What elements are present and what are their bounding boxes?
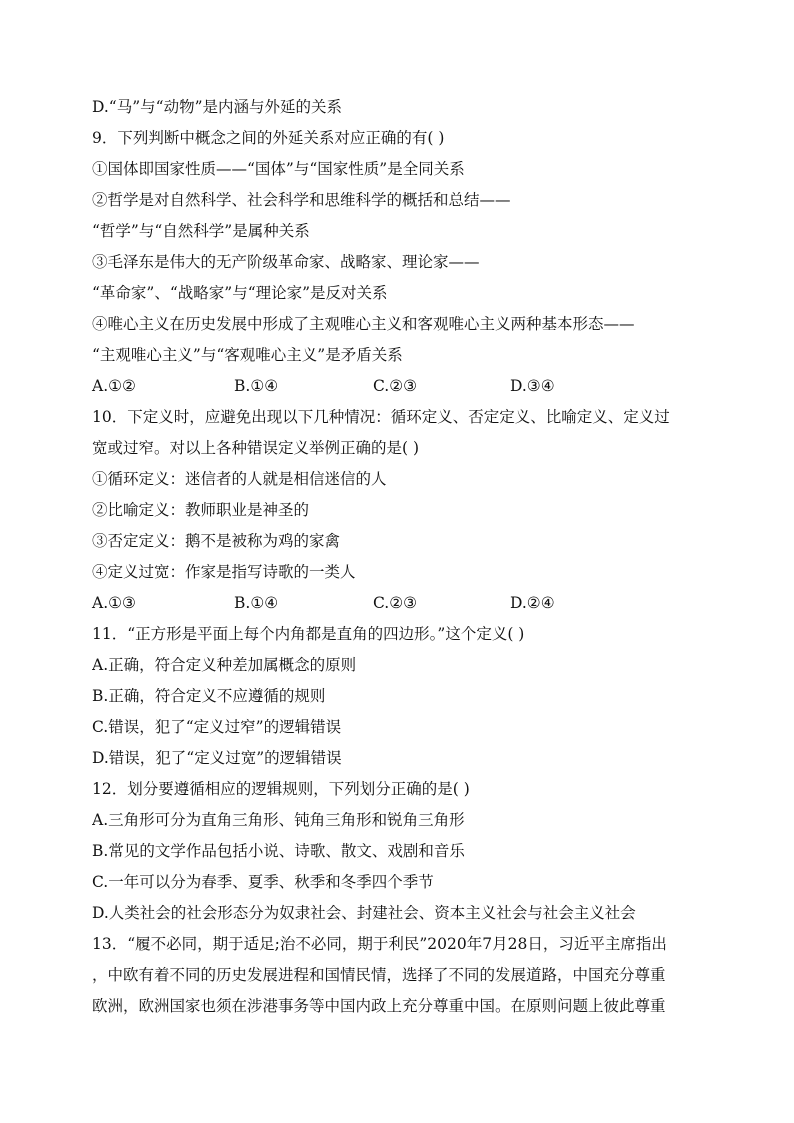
q9-options <box>92 371 712 402</box>
q9-statement-3: ③毛泽东是伟大的无产阶级革命家、战略家、理论家—— <box>92 253 480 271</box>
q11-option-a: A.正确，符合定义种差加属概念的原则 <box>92 656 357 674</box>
q10-option-b: B.①④ <box>234 594 279 612</box>
q10-options <box>92 588 712 619</box>
q9-option-d: D.③④ <box>510 377 555 395</box>
q9-option-b: B.①④ <box>234 377 279 395</box>
q10-stem: 10．下定义时，应避免出现以下几种情况：循环定义、否定定义、比喻定义、定义过 <box>92 408 670 426</box>
q12-option-d: D.人类社会的社会形态分为奴隶社会、封建社会、资本主义社会与社会主义社会 <box>92 904 636 922</box>
q11-option-d: D.错误，犯了“定义过宽”的逻辑错误 <box>92 749 342 767</box>
q9-statement-4: ④唯心主义在历史发展中形成了主观唯心主义和客观唯心主义两种基本形态—— <box>92 315 635 333</box>
q10-option-d: D.②④ <box>510 594 555 612</box>
q12-option-c: C.一年可以分为春季、夏季、秋季和冬季四个季节 <box>92 873 434 891</box>
q11-option-b: B.正确，符合定义不应遵循的规则 <box>92 687 326 705</box>
q13-stem: 13．“履不必同，期于适足;治不必同，期于利民”2020年7月28日，习近平主席指出 <box>92 935 667 953</box>
q9-statement-4-cont: “主观唯心主义”与“客观唯心主义”是矛盾关系 <box>92 346 403 364</box>
q12-stem: 12．划分要遵循相应的逻辑规则，下列划分正确的是( ) <box>92 780 470 798</box>
q10-statement-1: ①循环定义：迷信者的人就是相信迷信的人 <box>92 470 387 488</box>
q11-stem: 11．“正方形是平面上每个内角都是直角的四边形。”这个定义( ) <box>92 625 525 643</box>
q10-statement-4: ④定义过宽：作家是指写诗歌的一类人 <box>92 563 356 581</box>
q9-option-a: A.①② <box>92 377 136 395</box>
q11-option-c: C.错误，犯了“定义过窄”的逻辑错误 <box>92 718 342 736</box>
q9-option-c: C.②③ <box>373 377 418 395</box>
q9-statement-2: ②哲学是对自然科学、社会科学和思维科学的概括和总结—— <box>92 191 511 209</box>
q9-stem: 9．下列判断中概念之间的外延关系对应正确的有( ) <box>92 129 445 147</box>
q10-option-a: A.①③ <box>92 594 136 612</box>
q10-statement-3: ③否定定义：鹅不是被称为鸡的家禽 <box>92 532 341 550</box>
question-content <box>92 92 712 1022</box>
q8-option-d: D.“马”与“动物”是内涵与外延的关系 <box>92 98 342 116</box>
q13-stem-cont-2: 欧洲，欧洲国家也须在涉港事务等中国内政上充分尊重中国。在原则问题上彼此尊重 <box>92 997 666 1015</box>
q10-option-c: C.②③ <box>373 594 418 612</box>
q12-option-a: A.三角形可分为直角三角形、钝角三角形和锐角三角形 <box>92 811 465 829</box>
q9-statement-2-cont: “哲学”与“自然科学”是属种关系 <box>92 222 310 240</box>
q13-stem-cont-1: ，中欧有着不同的历史发展进程和国情民情，选择了不同的发展道路，中国充分尊重 <box>92 966 666 984</box>
q12-option-b: B.常见的文学作品包括小说、诗歌、散文、戏剧和音乐 <box>92 842 465 860</box>
q10-statement-2: ②比喻定义：教师职业是神圣的 <box>92 501 310 519</box>
q9-statement-3-cont: “革命家”、“战略家”与“理论家”是反对关系 <box>92 284 388 302</box>
q9-statement-1: ①国体即国家性质——“国体”与“国家性质”是全同关系 <box>92 160 465 178</box>
q10-stem-cont: 宽或过窄。对以上各种错误定义举例正确的是( ) <box>92 439 420 457</box>
